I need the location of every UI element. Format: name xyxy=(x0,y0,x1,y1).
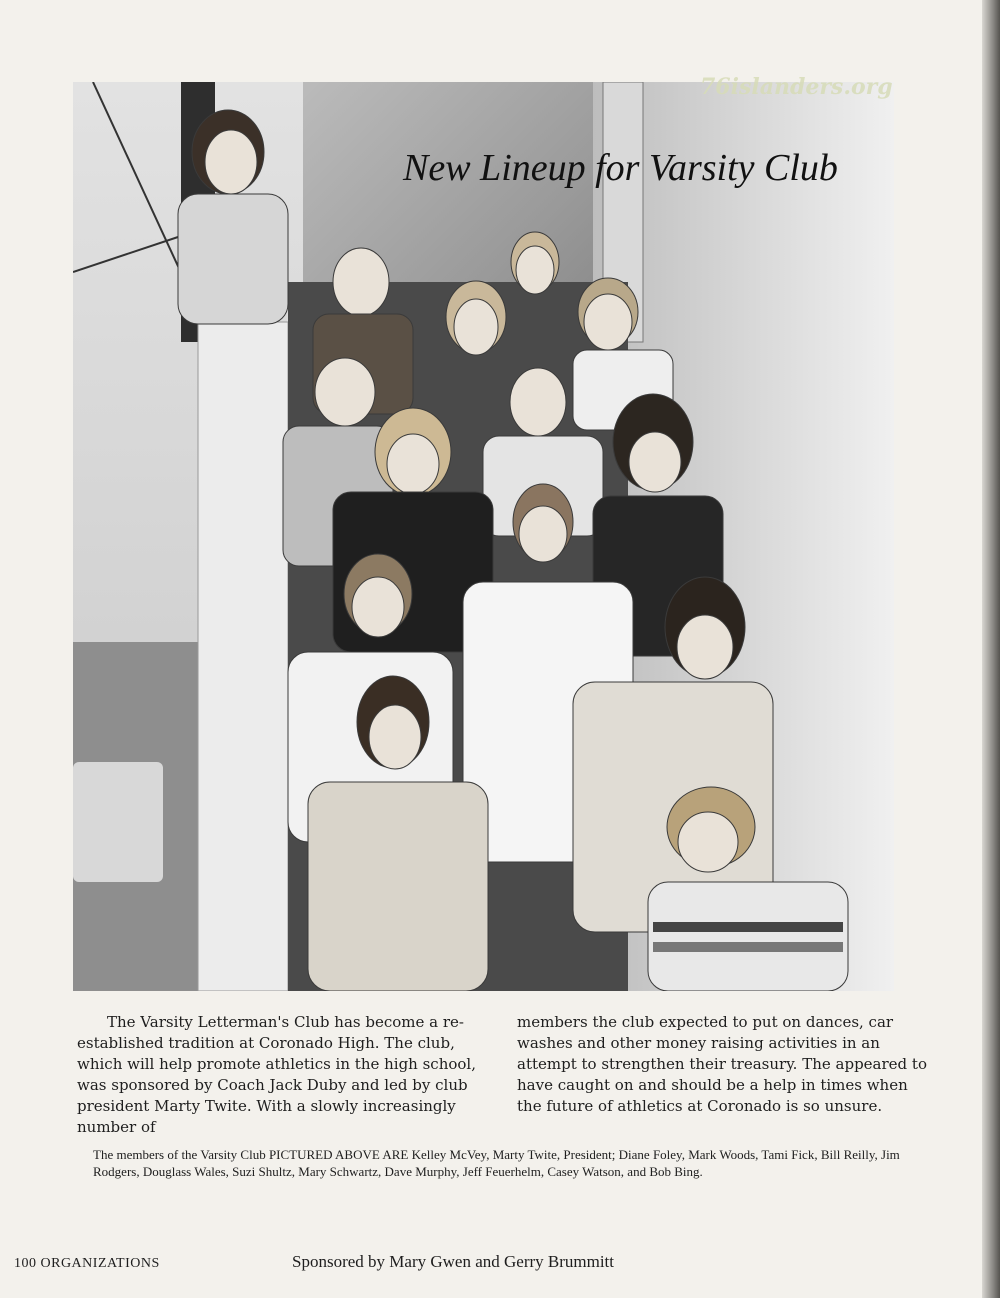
page-folio: 100 ORGANIZATIONS xyxy=(14,1256,160,1271)
sponsor-line: Sponsored by Mary Gwen and Gerry Brummitt xyxy=(292,1252,615,1271)
page-binding-shadow xyxy=(982,0,1000,1298)
article-column-1: The Varsity Letterman's Club has become a re-established tradition at Coronado High. The club, which will help promote athletics in the high school, was sponsored by Coach Jack Duby and led by club president Marty Twite. With a slowly increasingly number of xyxy=(77,1013,476,1136)
page-title: New Lineup for Varsity Club xyxy=(403,147,838,189)
article-body xyxy=(77,1012,927,1138)
watermark: 76islanders.org xyxy=(700,74,893,100)
photo-caption: The members of the Varsity Club PICTURED ABOVE ARE Kelley McVey, Marty Twite, President; Diane Foley, Mark Woods, Tami Fick, Bill Reilly, Jim Rodgers, Douglass Wales, Suzi Shultz, Mary Schwartz, Dave Murphy, Jeff Feuerhelm, Casey Watson, and Bob Bing. xyxy=(93,1147,900,1179)
group-photo xyxy=(73,82,894,991)
group-photo-illustration xyxy=(73,82,894,991)
article-column-2: members the club expected to put on dances, car washes and other money raising activities in an attempt to strengthen their treasury. The appeared to have caught on and should be a help in times when the future of athletics at Coronado is so unsure. xyxy=(517,1013,927,1115)
